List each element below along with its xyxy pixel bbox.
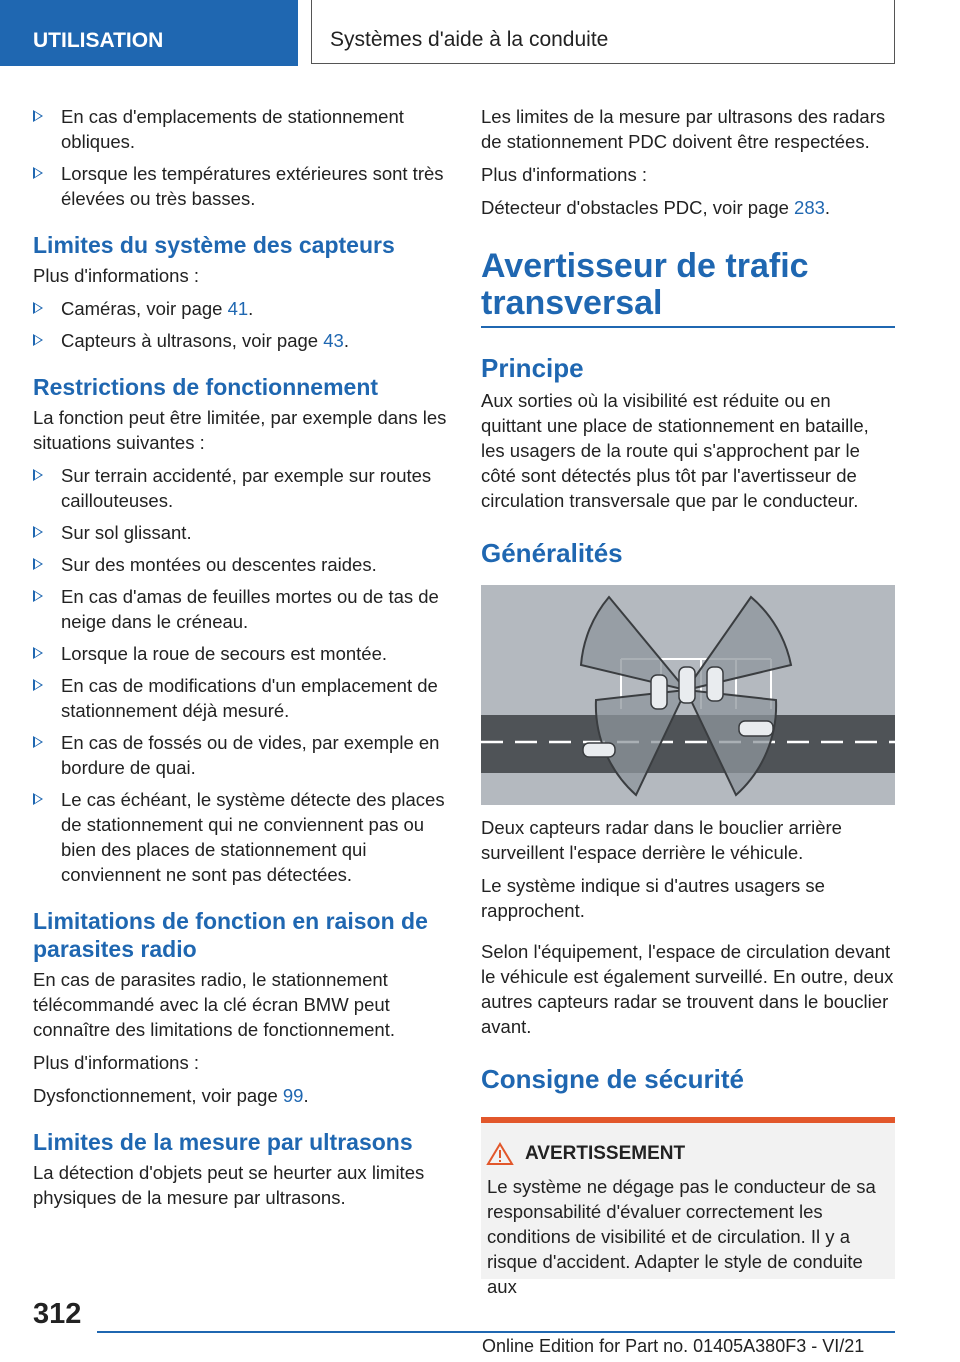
bullet-triangle-icon bbox=[33, 469, 43, 481]
bullet-triangle-icon bbox=[33, 679, 43, 691]
bullet-triangle-icon bbox=[33, 334, 43, 346]
safety-heading: Consigne de sécurité bbox=[481, 1064, 744, 1094]
ultrasonic-heading: Limites de la mesure par ultrasons bbox=[33, 1129, 413, 1155]
cross-traffic-illustration bbox=[481, 585, 895, 805]
page-link[interactable]: 41 bbox=[227, 298, 249, 319]
pdc-more-info: Plus d'informations : bbox=[481, 164, 647, 185]
restrictions-intro: La fonction peut être limitée, par exemple dans les situations suivantes : bbox=[33, 407, 447, 453]
warning-label: AVERTISSEMENT bbox=[525, 1143, 686, 1164]
restrictions-heading: Restrictions de fonctionnement bbox=[33, 374, 379, 400]
list-item: Lorsque la roue de secours est montée. bbox=[33, 641, 448, 666]
radar-zones-diagram bbox=[481, 585, 895, 805]
sensors-more-info: Plus d'informations : bbox=[33, 265, 199, 286]
list-item: Sur sol glissant. bbox=[33, 520, 448, 545]
list-item: Sur des montées ou descentes raides. bbox=[33, 552, 448, 577]
left-column bbox=[33, 104, 448, 1218]
right-column bbox=[481, 104, 895, 1297]
principle-body: Aux sorties où la visibilité est réduite ou en quittant une place de stationnement en bataille, les usagers de la route qui s'approchent par le côté sont détectés plus tôt par l'avertisseur de circulation transversale que par le conducteur. bbox=[481, 390, 869, 511]
radio-body: En cas de parasites radio, le stationnement télécommandé avec la clé écran BMW peut connaître des limitations de fonctionnement. bbox=[33, 969, 395, 1040]
header-chapter-label: Systèmes d'aide à la conduite bbox=[330, 28, 609, 51]
list-item: En cas d'amas de feuilles mortes ou de tas de neige dans le créneau. bbox=[33, 584, 448, 634]
radio-ref: Dysfonctionnement, voir page 99. bbox=[33, 1085, 309, 1106]
intro-bullet-list bbox=[33, 104, 448, 211]
list-item: Caméras, voir page 41. bbox=[33, 296, 448, 321]
header-section-label: UTILISATION bbox=[33, 29, 164, 52]
warning-box bbox=[481, 1117, 895, 1297]
bullet-triangle-icon bbox=[33, 793, 43, 805]
general-p1: Deux capteurs radar dans le bouclier arrière surveillent l'espace derrière le véhicule. bbox=[481, 817, 842, 863]
list-item: Le cas échéant, le système détecte des places de stationnement qui ne conviennent pas ou bien des places de stationnement qui conviennent ne sont pas détectées. bbox=[33, 787, 448, 887]
pdc-ref: Détecteur d'obstacles PDC, voir page 283. bbox=[481, 197, 831, 218]
header-chapter-box bbox=[311, 0, 895, 64]
page-link[interactable]: 99 bbox=[282, 1085, 304, 1106]
bullet-triangle-icon bbox=[33, 526, 43, 538]
page-title: Avertisseur de trafic transversal bbox=[481, 248, 895, 328]
principle-heading: Principe bbox=[481, 353, 584, 383]
ultrasonic-body: La détection d'objets peut se heurter aux limites physiques de la mesure par ultrasons. bbox=[33, 1162, 425, 1208]
list-item: Capteurs à ultrasons, voir page 43. bbox=[33, 328, 448, 353]
bullet-triangle-icon bbox=[33, 558, 43, 570]
general-p2: Le système indique si d'autres usagers se rapprochent. bbox=[481, 875, 825, 921]
page-link[interactable]: 43 bbox=[323, 330, 344, 351]
list-item: En cas d'emplacements de stationnement obliques. bbox=[33, 104, 448, 154]
bullet-triangle-icon bbox=[33, 647, 43, 659]
general-p3: Selon l'équipement, l'espace de circulation devant le véhicule est également surveillé. En outre, deux autres capteurs radar se trouvent dans le bouclier avant. bbox=[481, 941, 894, 1037]
bullet-triangle-icon bbox=[33, 302, 43, 314]
footer-edition: Online Edition for Part no. 01405A380F3 - VI/21 bbox=[482, 1336, 865, 1356]
list-item: Sur terrain accidenté, par exemple sur routes caillouteuses. bbox=[33, 463, 448, 513]
bullet-triangle-icon bbox=[33, 736, 43, 748]
sensors-list bbox=[33, 296, 448, 353]
list-item: En cas de modifications d'un emplacement de stationnement déjà mesuré. bbox=[33, 673, 448, 723]
radio-heading: Limitations de fonction en raison de parasites radio bbox=[33, 908, 428, 962]
sensors-heading: Limites du système des capteurs bbox=[33, 232, 395, 258]
warning-title bbox=[487, 1141, 889, 1166]
page-link[interactable]: 283 bbox=[794, 197, 825, 218]
bullet-triangle-icon bbox=[33, 590, 43, 602]
pdc-intro: Les limites de la mesure par ultrasons des radars de stationnement PDC doivent être respectées. bbox=[481, 106, 886, 152]
warning-body: Le système ne dégage pas le conducteur de sa responsabilité d'évaluer correctement les conditions de visibilité et de circulation. Il y a risque d'accident. Adapter le style de conduite aux bbox=[487, 1176, 876, 1297]
restrictions-list bbox=[33, 463, 448, 887]
radio-more-info: Plus d'informations : bbox=[33, 1052, 199, 1073]
general-heading: Généralités bbox=[481, 538, 623, 568]
footer-divider bbox=[97, 1331, 895, 1333]
warning-triangle-icon bbox=[487, 1143, 513, 1165]
list-item: Lorsque les températures extérieures sont très élevées ou très basses. bbox=[33, 161, 448, 211]
header-section-tab bbox=[0, 0, 298, 66]
bullet-triangle-icon bbox=[33, 167, 43, 179]
list-item: En cas de fossés ou de vides, par exemple en bordure de quai. bbox=[33, 730, 448, 780]
bullet-triangle-icon bbox=[33, 110, 43, 122]
page-number: 312 bbox=[33, 1298, 82, 1330]
